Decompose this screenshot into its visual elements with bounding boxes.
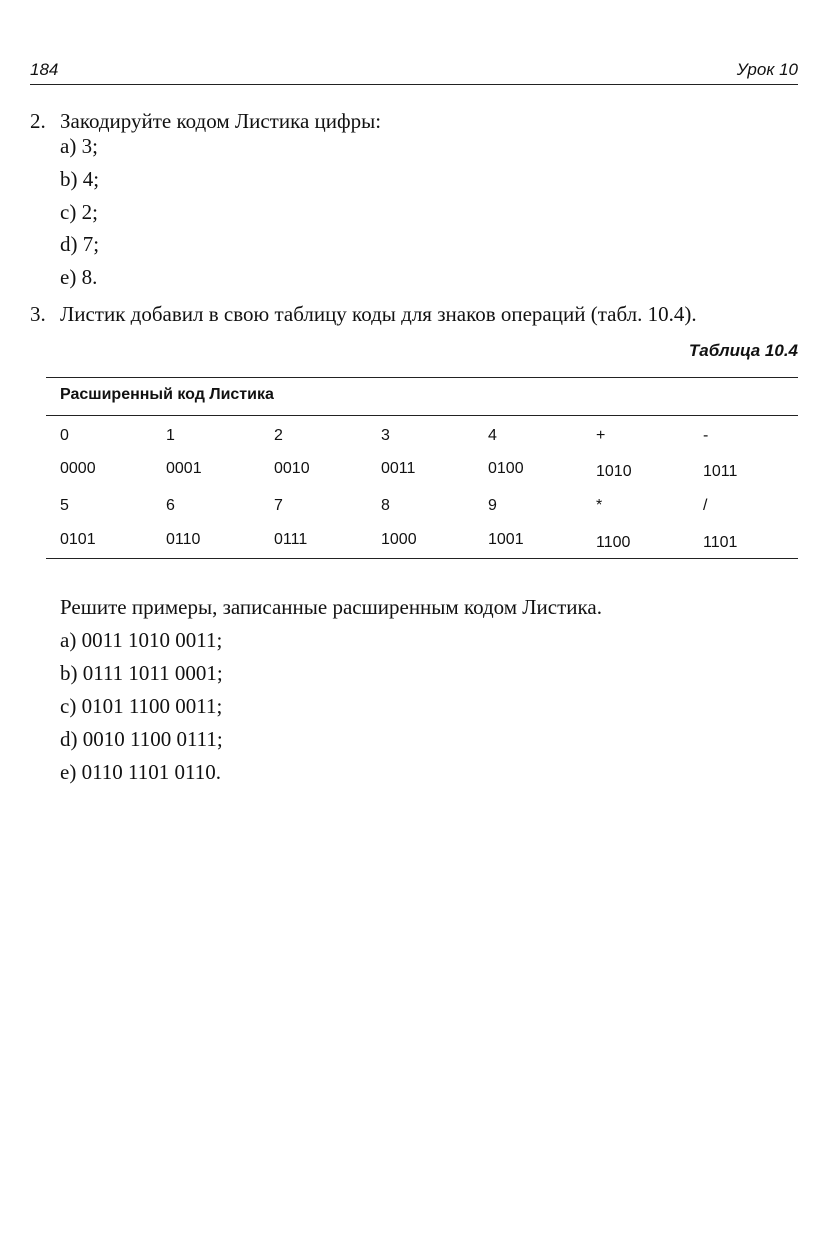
example-c: c) 0101 1100 0011; bbox=[60, 694, 223, 718]
table-cell: 0010 bbox=[274, 460, 310, 477]
table-bottom-rule bbox=[46, 558, 798, 559]
table-cell: 3 bbox=[381, 427, 390, 444]
example-b: b) 0111 1011 0001; bbox=[60, 661, 223, 685]
table-title: Расширенный код Листика bbox=[60, 386, 274, 403]
table-cell: 1001 bbox=[488, 531, 524, 548]
example-a: a) 0011 1010 0011; bbox=[60, 628, 223, 652]
table-cell: / bbox=[703, 497, 708, 514]
table-cell: 7 bbox=[274, 497, 283, 514]
table-header-rule bbox=[46, 415, 798, 416]
task-2-text: Закодируйте кодом Листика цифры: bbox=[60, 109, 382, 133]
table-cell: 1100 bbox=[596, 534, 631, 551]
table-cell: 0001 bbox=[166, 460, 202, 477]
table-cell: 1010 bbox=[596, 463, 632, 480]
page-header bbox=[30, 58, 798, 85]
examples-intro: Решите примеры, записанные расширенным кодом Листика. bbox=[60, 595, 602, 619]
page-number: 184 bbox=[30, 60, 59, 79]
task-2-item-d: d) 7; bbox=[60, 232, 100, 256]
table-cell: 0110 bbox=[166, 531, 201, 548]
task-2-item-a: a) 3; bbox=[60, 134, 98, 158]
lesson-title: Урок 10 bbox=[736, 60, 798, 79]
table-cell: + bbox=[596, 427, 606, 444]
task-2-item-c: c) 2; bbox=[60, 200, 98, 224]
table-cell: 1000 bbox=[381, 531, 417, 548]
task-2-number: 2. bbox=[30, 109, 46, 133]
example-d: d) 0010 1100 0111; bbox=[60, 727, 223, 751]
task-3-text: Листик добавил в свою таблицу коды для знаков операций (табл. 10.4). bbox=[60, 302, 697, 326]
table-cell: 0101 bbox=[60, 531, 96, 548]
table-cell: 1101 bbox=[703, 534, 738, 551]
table-cell: 6 bbox=[166, 497, 175, 514]
table-cell: 4 bbox=[488, 427, 497, 444]
table-cell: 0 bbox=[60, 427, 69, 444]
table-cell: 2 bbox=[274, 427, 283, 444]
task-3-number: 3. bbox=[30, 302, 46, 326]
table-cell: 0111 bbox=[274, 531, 308, 548]
table-cell: 0000 bbox=[60, 460, 96, 477]
table-caption: Таблица 10.4 bbox=[688, 341, 798, 360]
task-2-item-e: e) 8. bbox=[60, 265, 98, 289]
table-top-rule bbox=[46, 377, 798, 378]
table-cell: 5 bbox=[60, 497, 69, 514]
table-cell: 1 bbox=[166, 427, 175, 444]
table-cell: 0100 bbox=[488, 460, 524, 477]
example-e: e) 0110 1101 0110. bbox=[60, 760, 221, 784]
table-cell: 1011 bbox=[703, 463, 738, 480]
table-cell: * bbox=[596, 497, 603, 514]
table-cell: 8 bbox=[381, 497, 390, 514]
task-2-item-b: b) 4; bbox=[60, 167, 100, 191]
table-cell: - bbox=[703, 427, 709, 444]
table-cell: 0011 bbox=[381, 460, 416, 477]
table-cell: 9 bbox=[488, 497, 497, 514]
